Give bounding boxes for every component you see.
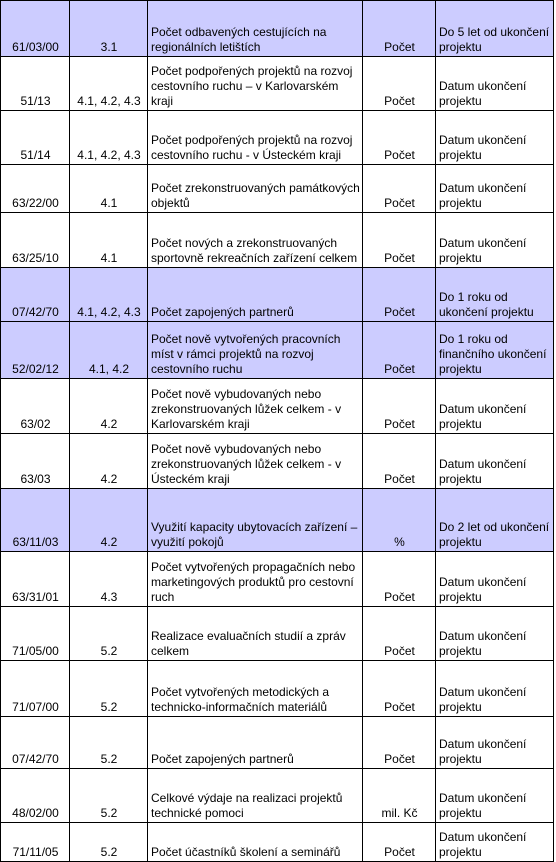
indicator-name-cell: Počet podpořených projektů na rozvoj cestovního ruchu – v Karlovarském kraji <box>148 57 363 111</box>
indicator-name-cell: Počet odbavených cestujících na regionálních letištích <box>148 1 363 57</box>
measurement-term-cell: Datum ukončení projektu <box>436 434 554 489</box>
priority-axis-cell: 5.2 <box>70 661 148 717</box>
measurement-term-cell: Datum ukončení projektu <box>436 213 554 268</box>
indicator-name-cell: Počet vytvořených metodických a technicko-informačních materiálů <box>148 661 363 717</box>
indicator-code-cell: 63/22/00 <box>1 165 70 213</box>
table-row <box>1 717 554 769</box>
unit-cell: Počet <box>363 607 436 661</box>
measurement-term-cell: Do 1 roku od finančního ukončení projektu <box>436 322 554 379</box>
priority-axis-cell: 5.2 <box>70 607 148 661</box>
indicator-code-cell: 71/11/05 <box>1 823 70 862</box>
measurement-term-cell: Datum ukončení projektu <box>436 165 554 213</box>
priority-axis-cell: 4.1 <box>70 165 148 213</box>
priority-axis-cell: 4.1 <box>70 213 148 268</box>
priority-axis-cell: 5.2 <box>70 717 148 769</box>
indicator-code-cell: 63/11/03 <box>1 489 70 552</box>
priority-axis-cell: 5.2 <box>70 769 148 823</box>
indicator-code-cell: 71/07/00 <box>1 661 70 717</box>
table-row <box>1 57 554 111</box>
indicator-table-body <box>1 1 554 862</box>
measurement-term-cell: Do 5 let od ukončení projektu <box>436 1 554 57</box>
priority-axis-cell: 4.1, 4.2, 4.3 <box>70 111 148 165</box>
indicator-code-cell: 51/14 <box>1 111 70 165</box>
indicator-name-cell: Počet zrekonstruovaných památkových objektů <box>148 165 363 213</box>
unit-cell: mil. Kč <box>363 769 436 823</box>
priority-axis-cell: 4.1, 4.2, 4.3 <box>70 57 148 111</box>
measurement-term-cell: Datum ukončení projektu <box>436 57 554 111</box>
indicator-code-cell: 63/02 <box>1 379 70 434</box>
table-row <box>1 489 554 552</box>
unit-cell: Počet <box>363 661 436 717</box>
measurement-term-cell: Datum ukončení projektu <box>436 607 554 661</box>
unit-cell: Počet <box>363 434 436 489</box>
table-row <box>1 552 554 607</box>
indicator-code-cell: 61/03/00 <box>1 1 70 57</box>
unit-cell: % <box>363 489 436 552</box>
table-row <box>1 769 554 823</box>
priority-axis-cell: 3.1 <box>70 1 148 57</box>
priority-axis-cell: 4.2 <box>70 489 148 552</box>
indicator-code-cell: 07/42/70 <box>1 268 70 322</box>
priority-axis-cell: 4.1, 4.2 <box>70 322 148 379</box>
indicator-name-cell: Počet zapojených partnerů <box>148 268 363 322</box>
indicator-code-cell: 52/02/12 <box>1 322 70 379</box>
unit-cell: Počet <box>363 268 436 322</box>
table-row <box>1 379 554 434</box>
table-row <box>1 434 554 489</box>
table-row <box>1 823 554 862</box>
measurement-term-cell: Datum ukončení projektu <box>436 769 554 823</box>
table-row <box>1 213 554 268</box>
priority-axis-cell: 5.2 <box>70 823 148 862</box>
unit-cell: Počet <box>363 379 436 434</box>
measurement-term-cell: Datum ukončení projektu <box>436 823 554 862</box>
unit-cell: Počet <box>363 717 436 769</box>
indicator-code-cell: 71/05/00 <box>1 607 70 661</box>
measurement-term-cell: Datum ukončení projektu <box>436 379 554 434</box>
priority-axis-cell: 4.1, 4.2, 4.3 <box>70 268 148 322</box>
table-row <box>1 322 554 379</box>
table-row <box>1 1 554 57</box>
measurement-term-cell: Datum ukončení projektu <box>436 111 554 165</box>
indicator-name-cell: Využití kapacity ubytovacích zařízení – využití pokojů <box>148 489 363 552</box>
priority-axis-cell: 4.2 <box>70 434 148 489</box>
table-row <box>1 661 554 717</box>
measurement-term-cell: Do 1 roku od ukončení projektu <box>436 268 554 322</box>
indicator-code-cell: 07/42/70 <box>1 717 70 769</box>
indicator-name-cell: Celkové výdaje na realizaci projektů technické pomoci <box>148 769 363 823</box>
unit-cell: Počet <box>363 57 436 111</box>
indicator-code-cell: 63/31/01 <box>1 552 70 607</box>
unit-cell: Počet <box>363 165 436 213</box>
indicator-code-cell: 48/02/00 <box>1 769 70 823</box>
indicator-code-cell: 63/25/10 <box>1 213 70 268</box>
unit-cell: Počet <box>363 322 436 379</box>
measurement-term-cell: Datum ukončení projektu <box>436 552 554 607</box>
indicator-name-cell: Počet podpořených projektů na rozvoj cestovního ruchu - v Ústeckém kraji <box>148 111 363 165</box>
indicator-name-cell: Počet vytvořených propagačních nebo marketingových produktů pro cestovní ruch <box>148 552 363 607</box>
table-row <box>1 111 554 165</box>
table-row <box>1 607 554 661</box>
unit-cell: Počet <box>363 111 436 165</box>
unit-cell: Počet <box>363 213 436 268</box>
measurement-term-cell: Do 2 let od ukončení projektu <box>436 489 554 552</box>
measurement-term-cell: Datum ukončení projektu <box>436 717 554 769</box>
table-row <box>1 165 554 213</box>
indicator-name-cell: Počet nově vybudovaných nebo zrekonstruovaných lůžek celkem - v Ústeckém kraji <box>148 434 363 489</box>
indicator-name-cell: Realizace evaluačních studií a zpráv celkem <box>148 607 363 661</box>
indicator-name-cell: Počet nově vytvořených pracovních míst v rámci projektů na rozvoj cestovního ruchu <box>148 322 363 379</box>
measurement-term-cell: Datum ukončení projektu <box>436 661 554 717</box>
unit-cell: Počet <box>363 552 436 607</box>
indicator-name-cell: Počet nově vybudovaných nebo zrekonstruovaných lůžek celkem - v Karlovarském kraji <box>148 379 363 434</box>
indicator-code-cell: 51/13 <box>1 57 70 111</box>
indicator-name-cell: Počet nových a zrekonstruovaných sportovně rekreačních zařízení celkem <box>148 213 363 268</box>
unit-cell: Počet <box>363 1 436 57</box>
priority-axis-cell: 4.2 <box>70 379 148 434</box>
indicator-name-cell: Počet zapojených partnerů <box>148 717 363 769</box>
unit-cell: Počet <box>363 823 436 862</box>
indicator-name-cell: Počet účastníků školení a seminářů <box>148 823 363 862</box>
indicator-code-cell: 63/03 <box>1 434 70 489</box>
table-row <box>1 268 554 322</box>
priority-axis-cell: 4.3 <box>70 552 148 607</box>
